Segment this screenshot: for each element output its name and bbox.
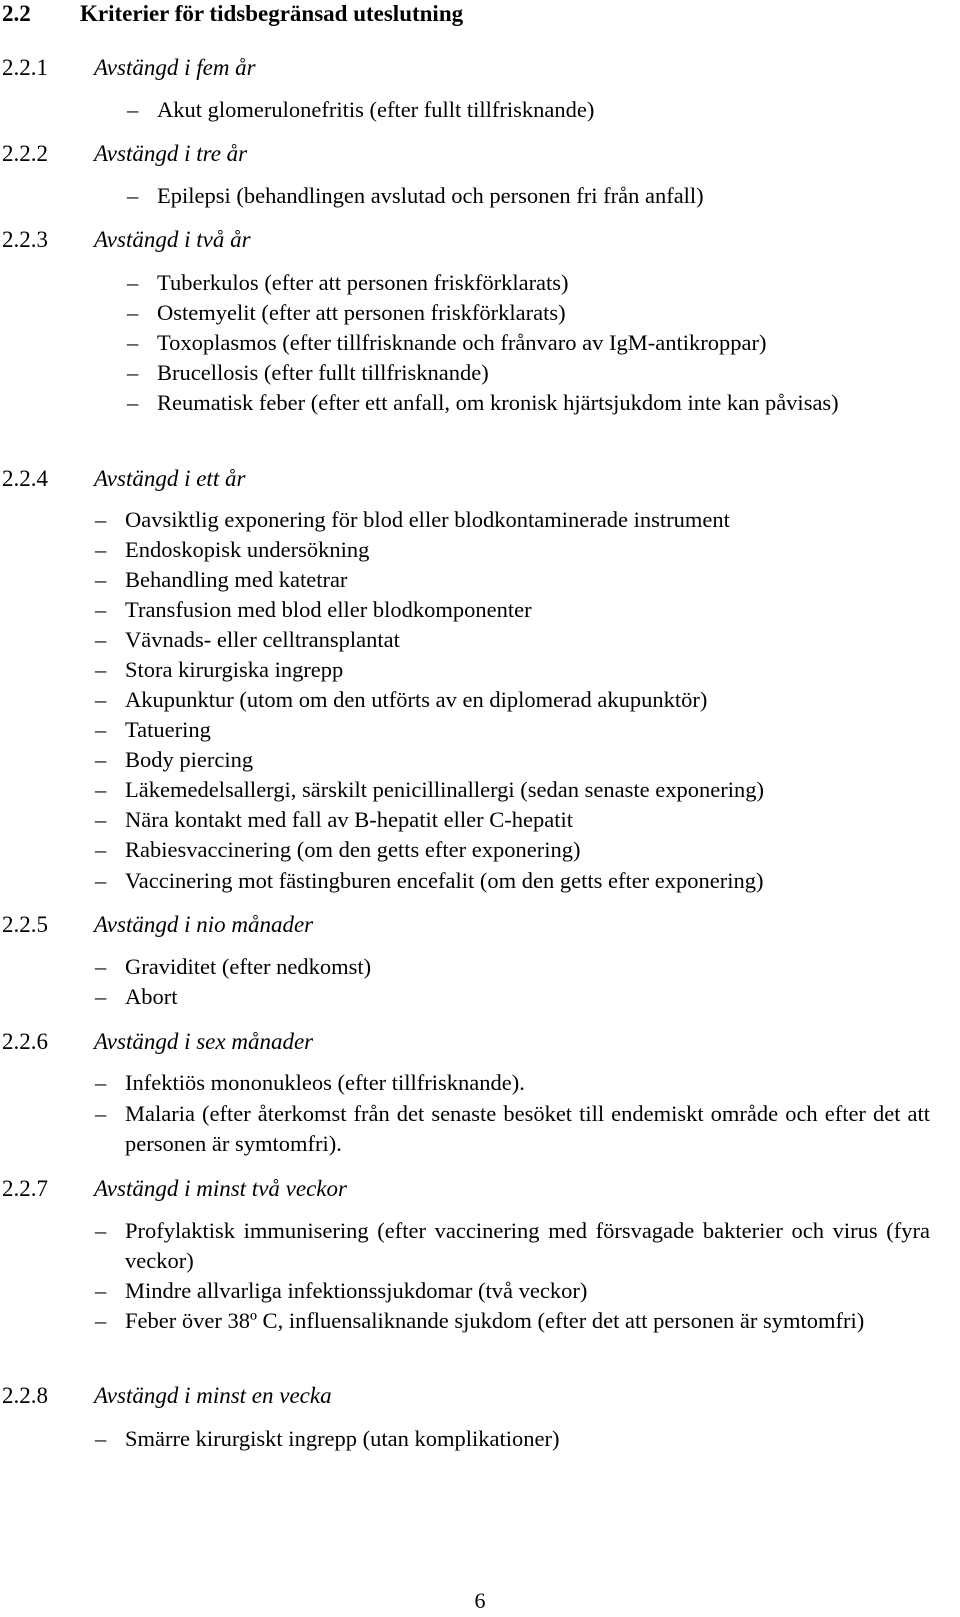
list-item [0,805,960,835]
dash-bullet: – [95,627,107,652]
list-item [0,358,960,388]
dash-bullet: – [127,183,139,208]
list-item-text: Smärre kirurgiskt ingrepp (utan komplikationer) [125,1426,560,1451]
list-item [0,1424,960,1454]
subsection-heading [2,140,247,168]
subsection-heading [2,911,313,939]
subsection-heading [2,226,251,254]
list-item [0,1216,960,1276]
list-item-text: Transfusion med blod eller blodkomponenter [125,597,532,622]
list-item [0,835,960,865]
dash-bullet: – [95,1278,107,1303]
list-item [0,388,960,448]
dash-bullet: – [95,837,107,862]
list-item-text: Nära kontakt med fall av B-hepatit eller C-hepatit [125,807,573,832]
list-item-text: Profylaktisk immunisering (efter vaccinering med försvagade bakterier och virus (fyra veckor) [125,1218,930,1273]
subsection-title: Avstängd i sex månader [94,1029,314,1054]
dash-bullet: – [95,537,107,562]
subsection-number: 2.2.3 [2,227,48,252]
section-number: 2.2 [2,1,31,26]
subsection-number: 2.2.7 [2,1176,48,1201]
dash-bullet: – [95,507,107,532]
dash-bullet: – [127,360,139,385]
list-item-text: Behandling med katetrar [125,567,348,592]
subsection-number: 2.2.8 [2,1383,48,1408]
subsection-title: Avstängd i nio månader [94,912,314,937]
dash-bullet: – [95,777,107,802]
list-item [0,268,960,298]
list-item [0,1306,960,1366]
list-item-text: Body piercing [125,747,254,772]
list-item [0,952,960,982]
list-item [0,181,960,211]
list-item-text: Akut glomerulonefritis (efter fullt tillfrisknande) [157,97,595,122]
subsection-number: 2.2.1 [2,55,48,80]
list-item [0,1276,960,1306]
dash-bullet: – [95,807,107,832]
dash-bullet: – [95,1308,107,1333]
section-title: Kriterier för tidsbegränsad uteslutning [80,1,464,26]
subsection-title: Avstängd i två år [94,227,251,252]
list-item-text: Vaccinering mot fästingburen encefalit (om den getts efter exponering) [125,868,764,893]
subsection-heading [2,54,256,82]
list-item-text: Vävnads- eller celltransplantat [125,627,400,652]
dash-bullet: – [95,1218,107,1243]
list-item-text: Epilepsi (behandlingen avslutad och personen fri från anfall) [157,183,704,208]
list-item [0,95,960,125]
list-item-text: Akupunktur (utom om den utförts av en diplomerad akupunktör) [125,687,708,712]
list-item [0,745,960,775]
subsection-heading [2,1382,332,1410]
list-item-text: Abort [125,984,178,1009]
list-item [0,298,960,328]
dash-bullet: – [95,954,107,979]
list-item-text: Infektiös mononukleos (efter tillfrisknande). [125,1070,525,1095]
page-number: 6 [474,1588,486,1613]
list-item-text: Läkemedelsallergi, särskilt penicillinallergi (sedan senaste exponering) [125,777,764,802]
dash-bullet: – [95,984,107,1009]
dash-bullet: – [95,1101,107,1126]
dash-bullet: – [127,97,139,122]
subsection-title: Avstängd i minst en vecka [94,1383,332,1408]
list-item [0,775,960,805]
subsection-heading [2,1175,347,1203]
list-item-text: Stora kirurgiska ingrepp [125,657,344,682]
list-item [0,505,960,535]
list-item [0,595,960,625]
dash-bullet: – [95,657,107,682]
list-item-text: Rabiesvaccinering (om den getts efter exponering) [125,837,581,862]
subsection-heading [2,465,245,493]
dash-bullet: – [95,597,107,622]
dash-bullet: – [127,330,139,355]
list-item-text: Endoskopisk undersökning [125,537,370,562]
subsection-title: Avstängd i minst två veckor [94,1176,347,1201]
list-item [0,625,960,655]
list-item [0,685,960,715]
list-item [0,328,960,358]
subsection-title: Avstängd i ett år [94,466,246,491]
dash-bullet: – [95,1070,107,1095]
dash-bullet: – [127,300,139,325]
list-item-text: Tuberkulos (efter att personen friskförklarats) [157,270,569,295]
list-item-text: Oavsiktlig exponering för blod eller blodkontaminerade instrument [125,507,730,532]
list-item [0,866,960,896]
list-item-text: Graviditet (efter nedkomst) [125,954,372,979]
list-item-text: Mindre allvarliga infektionssjukdomar (två veckor) [125,1278,588,1303]
list-item-text: Reumatisk feber (efter ett anfall, om kronisk hjärtsjukdom inte kan påvisas) [157,390,839,415]
list-item [0,982,960,1012]
dash-bullet: – [95,717,107,742]
dash-bullet: – [95,567,107,592]
section-heading [2,0,463,28]
subsection-number: 2.2.5 [2,912,48,937]
list-item [0,655,960,685]
dash-bullet: – [95,747,107,772]
subsection-number: 2.2.4 [2,466,48,491]
subsection-number: 2.2.6 [2,1029,48,1054]
list-item-text: Brucellosis (efter fullt tillfrisknande) [157,360,489,385]
dash-bullet: – [95,868,107,893]
subsection-title: Avstängd i fem år [94,55,256,80]
list-item [0,1068,960,1098]
list-item-text: Toxoplasmos (efter tillfrisknande och frånvaro av IgM-antikroppar) [157,330,767,355]
subsection-heading [2,1028,313,1056]
dash-bullet: – [95,1426,107,1451]
list-item [0,1099,960,1159]
list-item [0,535,960,565]
subsection-title: Avstängd i tre år [94,141,248,166]
list-item-text: Feber över 38º C, influensaliknande sjukdom (efter det att personen är symtomfri) [125,1308,865,1333]
list-item-text: Malaria (efter återkomst från det senaste besöket till endemiskt område och efter det att personen är symtomfri). [125,1101,930,1156]
dash-bullet: – [95,687,107,712]
list-item-text: Ostemyelit (efter att personen friskförklarats) [157,300,566,325]
dash-bullet: – [127,390,139,415]
list-item [0,565,960,595]
subsection-number: 2.2.2 [2,141,48,166]
list-item [0,715,960,745]
list-item-text: Tatuering [125,717,211,742]
dash-bullet: – [127,270,139,295]
